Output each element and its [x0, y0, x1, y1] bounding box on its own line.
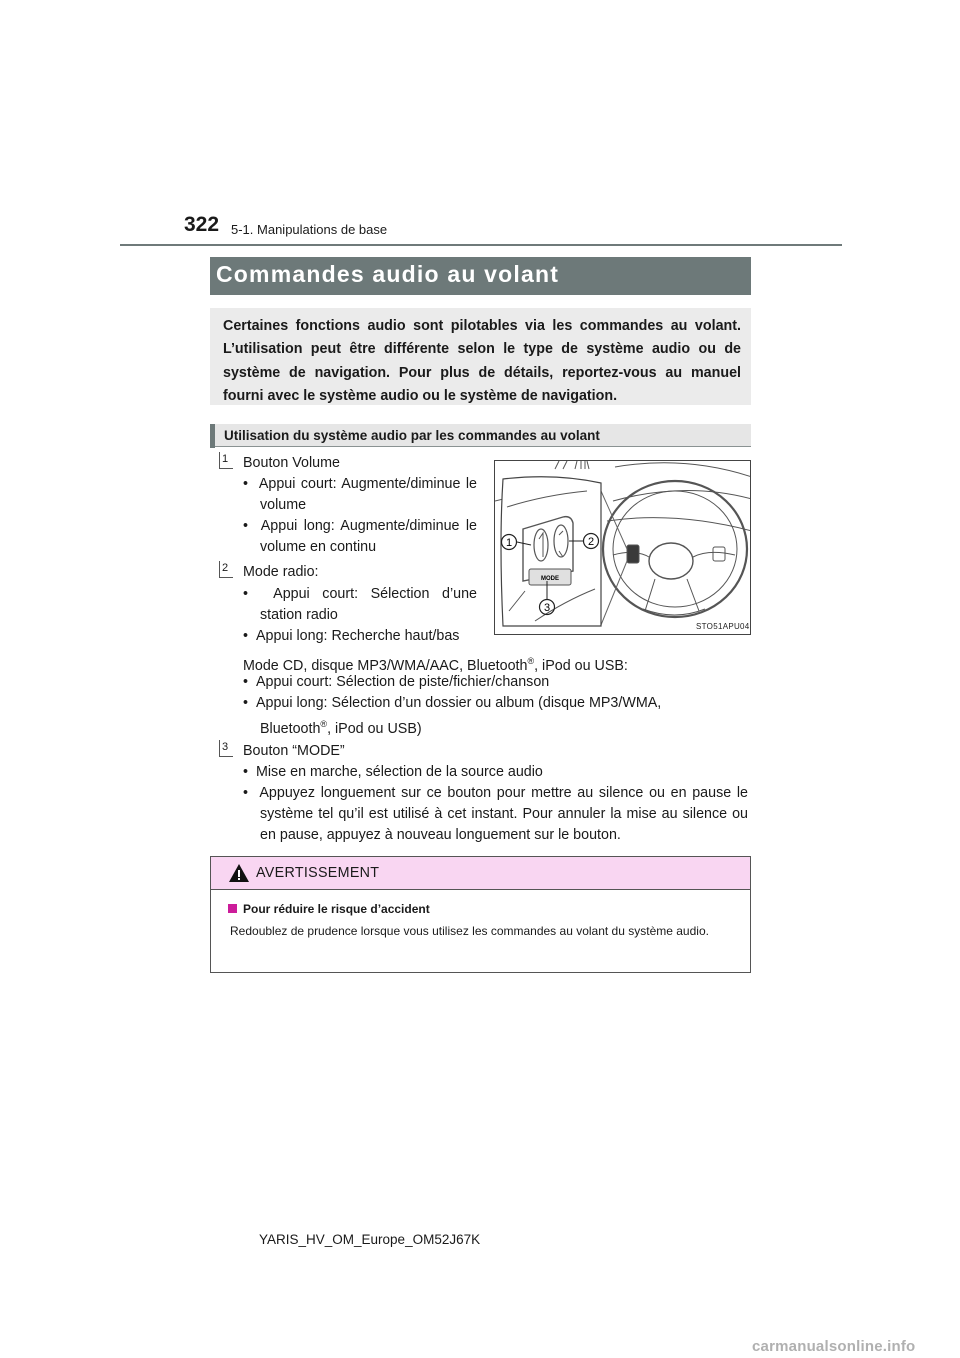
mode-cd-bullet-2: • Appui long: Sélection d’un dossier ou album (disque MP3/WMA,	[243, 695, 662, 711]
callout-1: 1	[505, 537, 513, 549]
intro-text: Certaines fonctions audio sont pilotables via les commandes au volant. L’utilisation peut être différente selon le type de système audio ou de système de navigation. Pour plus de détails, reportez-vous au manuel fourni avec le système audio ou le système de navigation.	[223, 318, 741, 405]
warning-box	[210, 856, 751, 973]
section-reference: 5-1. Manipulations de base	[231, 222, 388, 237]
item-3-bullet-1: • Mise en marche, sélection de la source audio	[243, 764, 543, 780]
item-2-bullet-1: • Appui court: Sélection d’une station radio	[243, 586, 477, 623]
item-1-bullet-1: • Appui court: Augmente/diminue le volume	[243, 476, 477, 513]
warning-title: AVERTISSEMENT	[256, 865, 380, 881]
warning-header	[211, 857, 750, 890]
header-divider	[120, 244, 842, 246]
title-bar	[210, 257, 751, 295]
mode-cd-heading: Mode CD, disque MP3/WMA/AAC, Bluetooth®, iPod ou USB:	[243, 656, 628, 674]
square-bullet-icon	[228, 904, 237, 913]
steering-wheel-illustration	[494, 460, 751, 635]
item-number-1: 1	[219, 452, 233, 469]
warning-text: Redoublez de prudence lorsque vous utilisez les commandes au volant du système audio.	[230, 924, 709, 938]
footer-document-code: YARIS_HV_OM_Europe_OM52J67K	[259, 1232, 481, 1247]
steering-wheel-drawing	[495, 461, 751, 635]
item-1-title: Bouton Volume	[243, 455, 340, 471]
page-number: 322	[184, 213, 220, 236]
item-number-3: 3	[219, 740, 233, 757]
subheading	[210, 424, 751, 448]
watermark: carmanualsonline.info	[752, 1338, 916, 1355]
mode-cd-bullet-1: • Appui court: Sélection de piste/fichier/chanson	[243, 674, 550, 690]
warning-subtitle: Pour réduire le risque d’accident	[228, 902, 430, 916]
item-1-bullet-2: • Appui long: Augmente/diminue le volume en continu	[243, 518, 477, 555]
item-3-title: Bouton “MODE”	[243, 743, 345, 759]
callout-2: 2	[587, 536, 595, 548]
subheading-text: Utilisation du système audio par les commandes au volant	[224, 428, 600, 443]
warning-icon	[228, 863, 250, 883]
item-2-bullet-2: • Appui long: Recherche haut/bas	[243, 628, 460, 644]
item-2-title: Mode radio:	[243, 564, 319, 580]
intro-box	[210, 308, 751, 405]
page-title: Commandes audio au volant	[216, 261, 560, 287]
figure-code: STO51APU04	[696, 622, 750, 631]
item-3-bullet-2: • Appuyez longuement sur ce bouton pour mettre au silence ou en pause le système tel qu’il est utilisé à cet instant. Pour annuler la mise au silence ou en pause, appuyez à nouveau longuement sur le bouton.	[243, 785, 748, 843]
callout-3: 3	[543, 602, 551, 614]
mode-cd-bullet-2-cont: Bluetooth®, iPod ou USB)	[260, 719, 422, 737]
mode-button-label: MODE	[541, 576, 559, 582]
item-number-2: 2	[219, 561, 233, 578]
